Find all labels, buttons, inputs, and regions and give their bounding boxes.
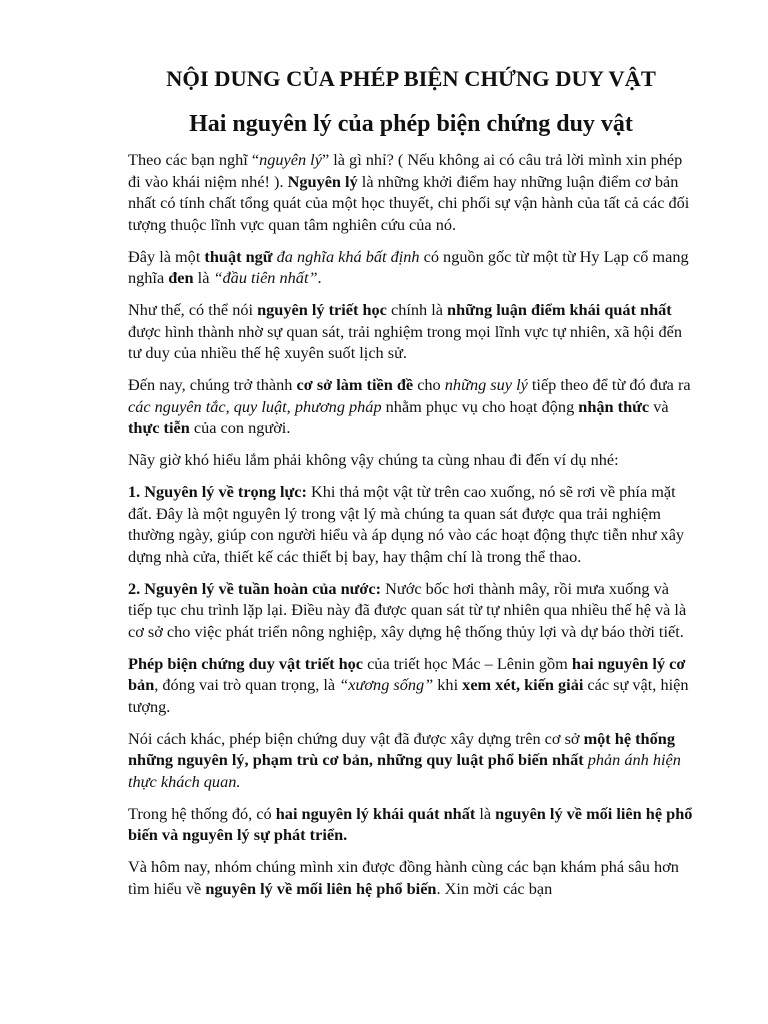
paragraph-example-intro bbox=[128, 449, 694, 471]
bold-run: nguyên lý triết học bbox=[257, 300, 387, 319]
text-run: của con người. bbox=[189, 418, 291, 437]
text-run: là những khởi điểm hay những luận điểm cơ bản nhất có tính chất tổng quát của một học thuyết, chi phối sự vận hành của tất cả các đối tượng thuộc lĩnh vực quan tâm nghiên cứu của nó. bbox=[128, 171, 690, 234]
bold-run: những luận điểm khái quát nhất bbox=[447, 300, 672, 319]
text-run: Nước bốc hơi thành mây, rồi mưa xuống và tiếp tục chu trình lặp lại. Điều này đã được quan sát từ tự nhiên qua nhiều thế hệ và là cơ sở cho việc phát triển nông nghiệp, xây dựng hệ thống thủy lợi và dự báo thời tiết. bbox=[128, 578, 687, 641]
text-run: , đóng vai trò quan trọng, là bbox=[154, 675, 340, 694]
paragraph-two-principles bbox=[128, 803, 694, 846]
italic-run: phản ánh hiện thực khách quan. bbox=[128, 750, 681, 791]
bold-run: cơ sở làm tiền đề bbox=[296, 375, 414, 394]
bold-run: thực tiễn bbox=[128, 418, 190, 437]
text-run: Nãy giờ khó hiểu lắm phải không vậy chúng ta cùng nhau đi đến ví dụ nhé: bbox=[128, 450, 619, 469]
text-run: chính là bbox=[386, 300, 448, 319]
paragraph-foundation bbox=[128, 374, 694, 439]
bold-run: nguyên lý về mối liên hệ phổ biến và nguyên lý sự phát triển. bbox=[128, 803, 693, 844]
bold-run: nguyên lý về mối liên hệ phổ biến bbox=[205, 878, 437, 898]
bold-run: một hệ thống những nguyên lý, phạm trù cơ bản, những quy luật phổ biến nhất bbox=[128, 728, 675, 769]
italic-run: các nguyên tắc, quy luật, phương pháp bbox=[128, 396, 382, 416]
text-run: Theo các bạn nghĩ “ bbox=[128, 150, 260, 169]
document-page bbox=[128, 64, 694, 910]
bold-run: 1. Nguyên lý về trọng lực: bbox=[128, 482, 307, 501]
text-run: Nói cách khác, phép biện chứng duy vật đã được xây dựng trên cơ sở bbox=[128, 728, 584, 748]
paragraph-dialectics bbox=[128, 653, 694, 718]
italic-run: đa nghĩa khá bất định bbox=[276, 246, 420, 266]
text-run: . bbox=[317, 268, 322, 287]
italic-run: “đầu tiên nhất” bbox=[213, 268, 318, 287]
bold-run: đen bbox=[168, 268, 194, 287]
paragraph-example-gravity bbox=[128, 481, 694, 567]
paragraph-closing bbox=[128, 856, 694, 899]
text-run: tiếp theo để từ đó đưa ra bbox=[527, 375, 691, 394]
text-run: khi bbox=[433, 675, 463, 694]
text-run: có nguồn gốc từ một từ Hy Lạp cổ mang nghĩa bbox=[128, 246, 689, 287]
text-run: của triết học Mác – Lênin gồm bbox=[363, 653, 572, 673]
text-run: Trong hệ thống đó, có bbox=[128, 803, 276, 823]
bold-run: Phép biện chứng duy vật triết học bbox=[128, 653, 364, 673]
text-run: và bbox=[649, 396, 669, 416]
text-run: là bbox=[193, 268, 214, 287]
paragraph-etymology bbox=[128, 246, 694, 289]
bold-run: 2. Nguyên lý về tuần hoàn của nước: bbox=[128, 578, 382, 598]
bold-run: thuật ngữ bbox=[204, 246, 273, 266]
text-run: Đây là một bbox=[128, 246, 205, 266]
bold-run: Nguyên lý bbox=[287, 171, 358, 191]
bold-run: nhận thức bbox=[578, 396, 650, 416]
text-run: . Xin mời các bạn bbox=[436, 878, 553, 898]
text-run: cho bbox=[413, 375, 445, 394]
bold-run: hai nguyên lý cơ bản bbox=[128, 653, 686, 694]
document-subtitle: Hai nguyên lý của phép biện chứng duy vật bbox=[189, 111, 633, 137]
text-run: Đến nay, chúng trở thành bbox=[128, 375, 297, 394]
italic-run: nguyên lý bbox=[259, 150, 322, 169]
italic-run: những suy lý bbox=[444, 375, 528, 394]
text-run: Khi thả một vật từ trên cao xuống, nó sẽ rơi về phía mặt đất. Đây là một nguyên lý trong vật lý mà chúng ta quan sát được qua trải nghiệm thường ngày, giúp con người hiểu và áp dụng nó vào các hoạt động thực tiễn như xây dựng nhà cửa, thiết kế các thiết bị bay, hay thậm chí là trong thể thao. bbox=[128, 482, 685, 566]
text-run: Như thế, có thể nói bbox=[128, 300, 258, 319]
text-run: được hình thành nhờ sự quan sát, trải nghiệm trong mọi lĩnh vực tự nhiên, xã hội đến tư duy của nhiều thế hệ xuyên suốt lịch sử. bbox=[128, 321, 682, 362]
paragraph-definition bbox=[128, 149, 694, 235]
paragraph-system bbox=[128, 728, 694, 793]
bold-run: hai nguyên lý khái quát nhất bbox=[275, 803, 476, 823]
text-run: là bbox=[475, 803, 496, 823]
italic-run: “xương sống” bbox=[339, 675, 434, 694]
text-run: ” là gì nhỉ? ( Nếu không ai có câu trả lời mình xin phép đi vào khái niệm nhé! ). bbox=[128, 150, 683, 191]
paragraph-example-water-cycle bbox=[128, 578, 694, 643]
text-run: Và hôm nay, nhóm chúng mình xin được đồng hành cùng các bạn khám phá sâu hơn tìm hiểu về bbox=[128, 857, 679, 898]
bold-run: xem xét, kiến giải bbox=[462, 675, 584, 694]
text-run: nhằm phục vụ cho hoạt động bbox=[381, 396, 579, 416]
paragraph-philosophy bbox=[128, 299, 694, 364]
document-title: NỘI DUNG CỦA PHÉP BIỆN CHỨNG DUY VẬT bbox=[166, 66, 656, 91]
text-run: các sự vật, hiện tượng. bbox=[128, 675, 689, 716]
